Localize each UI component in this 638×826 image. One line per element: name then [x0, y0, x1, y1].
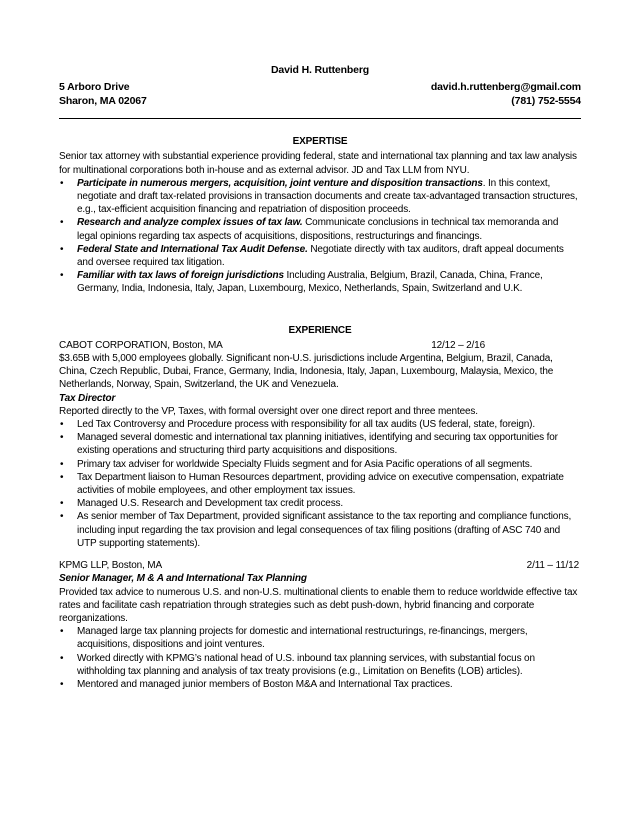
address-line-1: 5 Arboro Drive: [59, 81, 130, 94]
employer-name: KPMG LLP, Boston, MA: [59, 560, 162, 572]
address-line-2: Sharon, MA 02067: [59, 95, 147, 108]
expertise-item-text: Communicate conclusions in technical tax memoranda and legal opinions regarding tax aspects of acquisitions, dispositions, restructurings and financings.: [77, 217, 559, 242]
responsibility-list: [59, 418, 581, 550]
employer-row-kpmg: [59, 559, 581, 572]
expertise-heading: EXPERTISE: [292, 136, 348, 148]
expertise-item: [59, 177, 581, 217]
expertise-item-lead: Federal State and International Tax Audit Defense.: [77, 243, 308, 255]
responsibility-item: • Worked directly with KPMG’s national head of U.S. inbound tax planning services, with substantial focus on withholding tax planning and analysis of tax treaty provisions (e.g., Limitation on Benefits (LOB) articles).: [59, 652, 581, 678]
responsibility-item: • Primary tax adviser for worldwide Specialty Fluids segment and for Asia Pacific operations of all segments.: [59, 458, 581, 471]
contact-row-1: [59, 80, 581, 94]
employment-dates: 2/11 – 11/12: [526, 560, 579, 572]
contact-row-2: [59, 94, 581, 108]
job-title: Tax Director: [59, 392, 116, 404]
phone-number: (781) 752-5554: [511, 95, 581, 108]
expertise-item-text: . In this context, negotiate and draft tax-related provisions in transaction documents and create tax-advantaged transaction structures, e.g., tax-efficient acquisition financing and repatriation of disposition proceeds.: [77, 177, 578, 216]
candidate-name: David H. Ruttenberg: [270, 64, 370, 76]
responsibility-item: • Managed U.S. Research and Development tax credit process.: [59, 497, 581, 510]
expertise-item-text: Negotiate directly with tax auditors, draft appeal documents and oversee required tax litigation.: [77, 243, 564, 269]
expertise-item-lead: Research and analyze complex issues of tax law.: [77, 217, 303, 229]
email-address[interactable]: david.h.ruttenberg@gmail.com: [430, 81, 581, 94]
expertise-list: [59, 177, 581, 296]
responsibility-item: • Managed several domestic and international tax planning initiatives, identifying and securing tax opportunities for existing operations and structuring third party acquisitions and dispositions.: [59, 431, 581, 457]
expertise-item: [59, 216, 581, 242]
experience-heading: EXPERIENCE: [288, 324, 352, 336]
expertise-summary: Senior tax attorney with substantial experience providing federal, state and international tax planning and tax law analysis for multinational corporations both in-house and as external advisor. JD and Tax LLM from NYU.: [59, 151, 577, 176]
responsibility-item: • Tax Department liaison to Human Resources department, providing advice on executive compensation, expatriate activities of mobile employees, and other employment tax issues.: [59, 471, 581, 497]
expertise-item: [59, 269, 581, 295]
expertise-item-text: Including Australia, Belgium, Brazil, Canada, China, France, Germany, India, Indonesia, Italy, Japan, Luxembourg, Mexico, Netherlands, Spain, Switzerland and U.K.: [77, 270, 543, 295]
header-divider: [59, 118, 581, 119]
employer-description: $3.65B with 5,000 employees globally. Significant non-U.S. jurisdictions include Argentina, Belgium, Brazil, Canada, China, Czech Republic, Dubai, France, Germany, India, Indonesia, Italy, Japan, Luxembourg, Malaysia, Mexico, the Netherlands, Norway, Spain, Switzerland, the UK and Venezuela.: [59, 353, 554, 391]
employer-row-cabot: [59, 339, 581, 352]
responsibility-list: [59, 625, 581, 691]
responsibility-item: • Led Tax Controversy and Procedure process with responsibility for all tax audits (US federal, state, foreign).: [59, 418, 581, 431]
expertise-item-lead: Familiar with tax laws of foreign jurisdictions: [77, 270, 284, 282]
expertise-item: [59, 243, 581, 269]
responsibility-item: • As senior member of Tax Department, provided significant assistance to the tax reporting and compliance functions, including input regarding the tax provision and legal consequences of tax filing positions (drafting of ASC 740 and UTP supporting statements).: [59, 510, 581, 550]
expertise-item-lead: Participate in numerous mergers, acquisition, joint venture and disposition transactions: [77, 177, 483, 189]
role-summary: Reported directly to the VP, Taxes, with formal oversight over one direct report and three mentees.: [59, 405, 478, 417]
resume-document: [59, 64, 581, 691]
responsibility-item: • Managed large tax planning projects for domestic and international restructurings, re-financings, mergers, acquisitions, dispositions and joint ventures.: [59, 625, 581, 651]
responsibility-item: • Mentored and managed junior members of Boston M&A and International Tax practices.: [59, 678, 581, 691]
employer-description: Provided tax advice to numerous U.S. and non-U.S. multinational clients to enable them to reduce worldwide effective tax rates and facilitate cash repatriation through strategies such as debt push-down, hybrid financing and corporate reorganizations.: [59, 586, 578, 624]
job-title: Senior Manager, M & A and International Tax Planning: [59, 573, 307, 585]
employment-dates: 12/12 – 2/16: [431, 339, 485, 351]
employer-name: CABOT CORPORATION, Boston, MA: [59, 339, 223, 351]
